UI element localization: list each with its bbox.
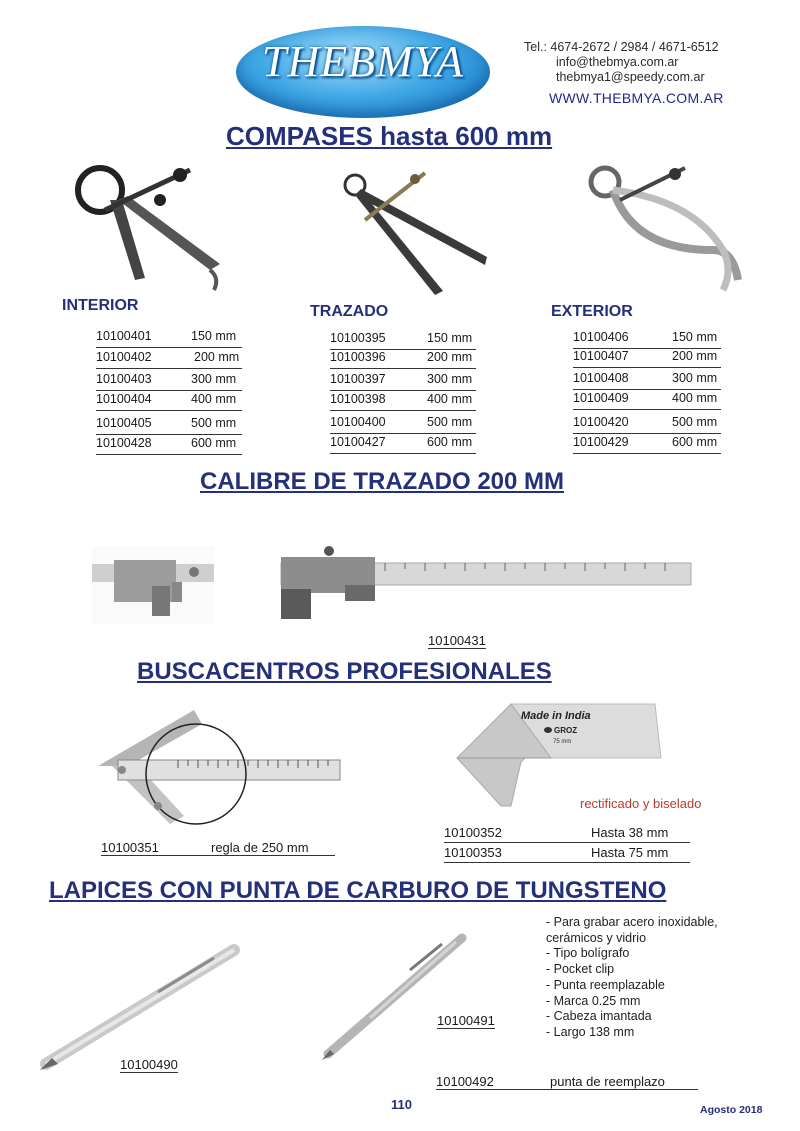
finish-note: rectificado y biselado [580,796,702,811]
table-row: 10100404 400 mm [96,390,242,411]
spec-line: - Para grabar acero inoxidable, [546,915,718,929]
buscacentros-title: BUSCACENTROS PROFESIONALES [137,658,552,685]
buscacentros-row-1 [101,840,335,856]
interior-compass-image [60,160,230,300]
exterior-compass-image [575,160,745,300]
calibre-main-image [275,545,695,625]
spec-line: - Cabeza imantada [546,1009,652,1024]
website-link[interactable]: WWW.THEBMYA.COM.AR [549,90,724,106]
spec-line: - Largo 138 mm [546,1024,635,1039]
buscacentros-row-3 [444,845,690,863]
interior-label: INTERIOR [62,297,139,314]
calibre-detail-image [92,546,214,624]
buscacentros-row-2 [444,825,690,843]
scriber-code-2: 10100491 [437,1013,495,1028]
scriber-pen-small-image [320,930,470,1060]
email-secondary: thebmya1@speedy.com.ar [556,70,705,84]
replacement-row [436,1074,698,1090]
email-primary: info@thebmya.com.ar [556,55,679,69]
scriber-specs [546,915,718,1041]
table-row: 10100400 500 mm [330,413,476,434]
groz-brand-label: GROZ [544,726,577,735]
calibre-code: 10100431 [428,633,486,648]
table-row: 10100428 600 mm [96,434,242,455]
table-row: 10100429 600 mm [573,433,721,454]
spec-line: - Tipo bolígrafo [546,946,630,961]
table-row: 10100409 400 mm [573,389,721,410]
table-row: 10100407 200 mm [573,347,721,368]
phone-text: Tel.: 4674-2672 / 2984 / 4671-6512 [524,40,719,54]
table-row: 10100427 600 mm [330,433,476,454]
made-in-india-label: Made in India [521,710,591,722]
edition-date: Agosto 2018 [700,1104,763,1116]
item-desc: regla de 250 mm [211,840,309,855]
scriber-pen-large-image [38,940,244,1072]
contact-block [524,40,719,85]
exterior-label: EXTERIOR [551,303,633,320]
table-row: 10100403 300 mm [96,370,242,391]
item-code: 10100352 [444,825,502,840]
spec-line: - Marca 0.25 mm [546,993,641,1008]
item-code: 10100492 [436,1074,494,1089]
spec-line: cerámicos y vidrio [546,930,647,945]
table-row: 10100405 500 mm [96,414,242,435]
item-desc: punta de reemplazo [550,1074,665,1089]
centre-finder-ruler-image [98,710,340,826]
groz-logo-icon [544,727,552,733]
table-row: 10100396 200 mm [330,348,476,369]
table-row: 10100420 500 mm [573,413,721,434]
table-row: 10100408 300 mm [573,369,721,390]
table-row: 10100402 200 mm [96,348,242,369]
table-row: 10100397 300 mm [330,370,476,391]
groz-size-label: 75 mm [553,739,572,745]
trazado-label: TRAZADO [310,303,389,320]
table-row: 10100406 150 mm [573,328,721,349]
trazado-compass-image [315,165,495,305]
calibre-title: CALIBRE DE TRAZADO 200 MM [200,468,565,495]
item-desc: Hasta 75 mm [591,845,669,860]
compases-title: COMPASES hasta 600 mm [226,121,553,151]
page-number: 110 [391,1097,412,1112]
spec-line: - Punta reemplazable [546,977,665,992]
table-row: 10100395 150 mm [330,329,476,350]
brand-logo-text: THEBMYA [262,37,464,86]
item-code: 10100351 [101,840,159,855]
scriber-code-1: 10100490 [120,1057,178,1072]
table-row: 10100401 150 mm [96,327,242,348]
item-code: 10100353 [444,845,502,860]
spec-line: - Pocket clip [546,962,615,977]
table-row: 10100398 400 mm [330,390,476,411]
item-desc: Hasta 38 mm [591,825,669,840]
lapices-title: LAPICES CON PUNTA DE CARBURO DE TUNGSTENO [49,877,667,904]
